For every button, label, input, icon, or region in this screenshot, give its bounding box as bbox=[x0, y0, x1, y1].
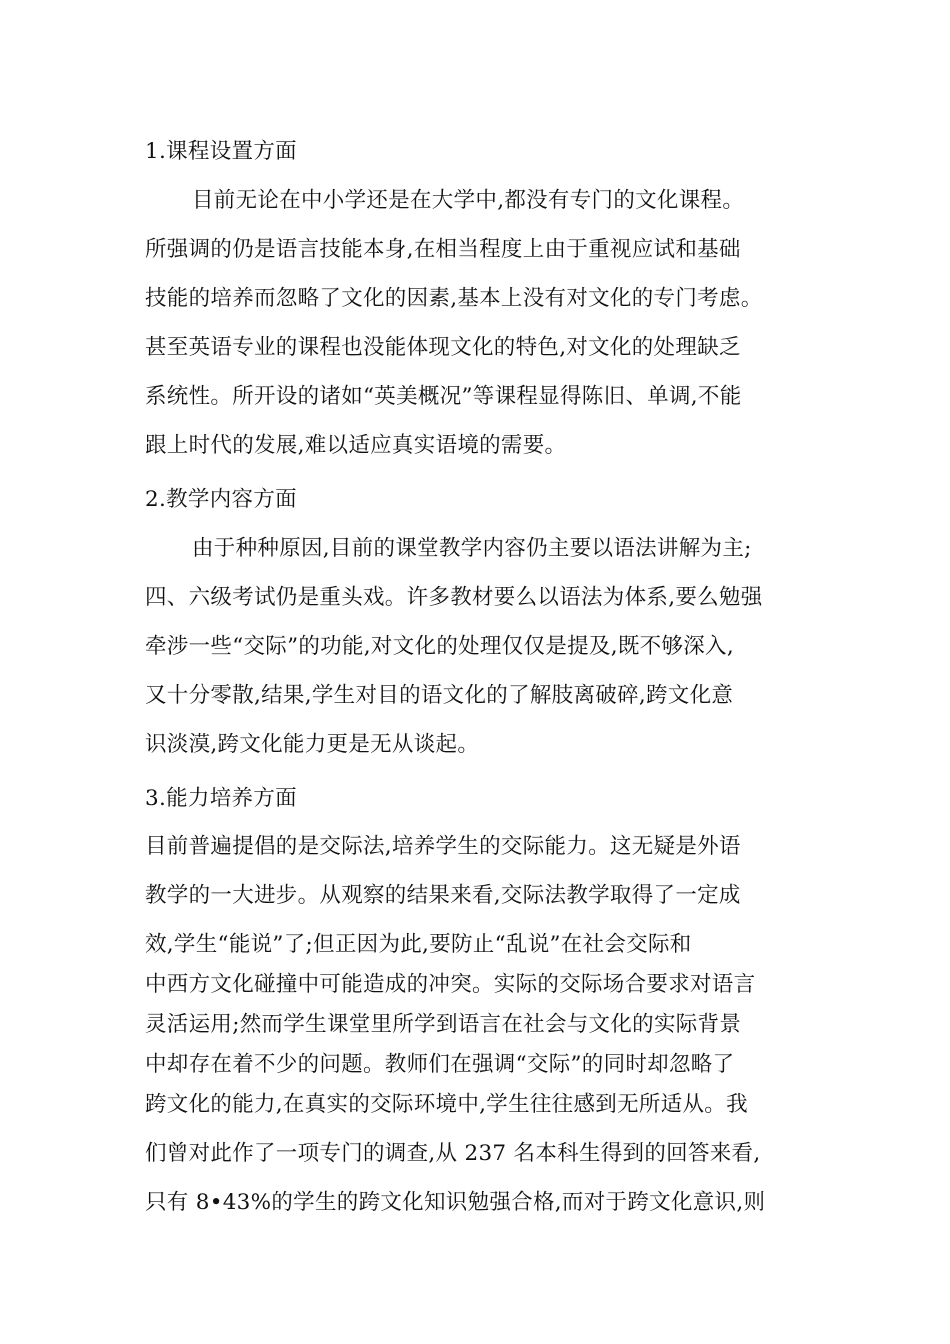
paragraph-line: 四、六级考试仍是重头戏。许多教材要么以语法为体系,要么勉强 bbox=[145, 585, 763, 610]
section-heading-curriculum: 1.课程设置方面 bbox=[145, 139, 297, 164]
paragraph-line: 目前普遍提倡的是交际法,培养学生的交际能力。这无疑是外语 bbox=[145, 834, 741, 859]
paragraph-line: 牵涉一些“交际”的功能,对文化的处理仅仅是提及,既不够深入, bbox=[145, 634, 734, 659]
paragraph-line: 跨文化的能力,在真实的交际环境中,学生往往感到无所适从。我 bbox=[145, 1092, 748, 1117]
paragraph-line: 系统性。所开设的诸如“英美概况”等课程显得陈旧、单调,不能 bbox=[145, 384, 742, 409]
paragraph-line: 中却存在着不少的问题。教师们在强调“交际”的同时却忽略了 bbox=[145, 1052, 735, 1077]
paragraph-line: 只有 8•43%的学生的跨文化知识勉强合格,而对于跨文化意识,则 bbox=[145, 1190, 766, 1215]
paragraph-line: 跟上时代的发展,难以适应真实语境的需要。 bbox=[145, 433, 567, 458]
paragraph-line: 又十分零散,结果,学生对目的语文化的了解肢离破碎,跨文化意 bbox=[145, 683, 734, 708]
paragraph-line: 技能的培养而忽略了文化的因素,基本上没有对文化的专门考虑。 bbox=[145, 286, 763, 311]
section-heading-teaching-content: 2.教学内容方面 bbox=[145, 487, 297, 512]
paragraph-line: 所强调的仍是语言技能本身,在相当程度上由于重视应试和基础 bbox=[145, 237, 741, 262]
paragraph-line: 由于种种原因,目前的课堂教学内容仍主要以语法讲解为主; bbox=[192, 536, 752, 561]
section-heading-ability: 3.能力培养方面 bbox=[145, 786, 297, 811]
paragraph-line: 效,学生“能说”了;但正因为此,要防止“乱说”在社会交际和 bbox=[145, 932, 692, 957]
paragraph-line: 目前无论在中小学还是在大学中,都没有专门的文化课程。 bbox=[192, 188, 745, 213]
paragraph-line: 灵活运用;然而学生课堂里所学到语言在社会与文化的实际背景 bbox=[145, 1012, 742, 1037]
paragraph-line: 中西方文化碰撞中可能造成的冲突。实际的交际场合要求对语言 bbox=[145, 972, 756, 997]
paragraph-line: 识淡漠,跨文化能力更是无从谈起。 bbox=[145, 732, 480, 757]
paragraph-line: 甚至英语专业的课程也没能体现文化的特色,对文化的处理缺乏 bbox=[145, 335, 741, 360]
paragraph-line: 们曾对此作了一项专门的调查,从 237 名本科生得到的回答来看, bbox=[145, 1141, 761, 1166]
paragraph-line: 教学的一大进步。从观察的结果来看,交际法教学取得了一定成 bbox=[145, 883, 741, 908]
